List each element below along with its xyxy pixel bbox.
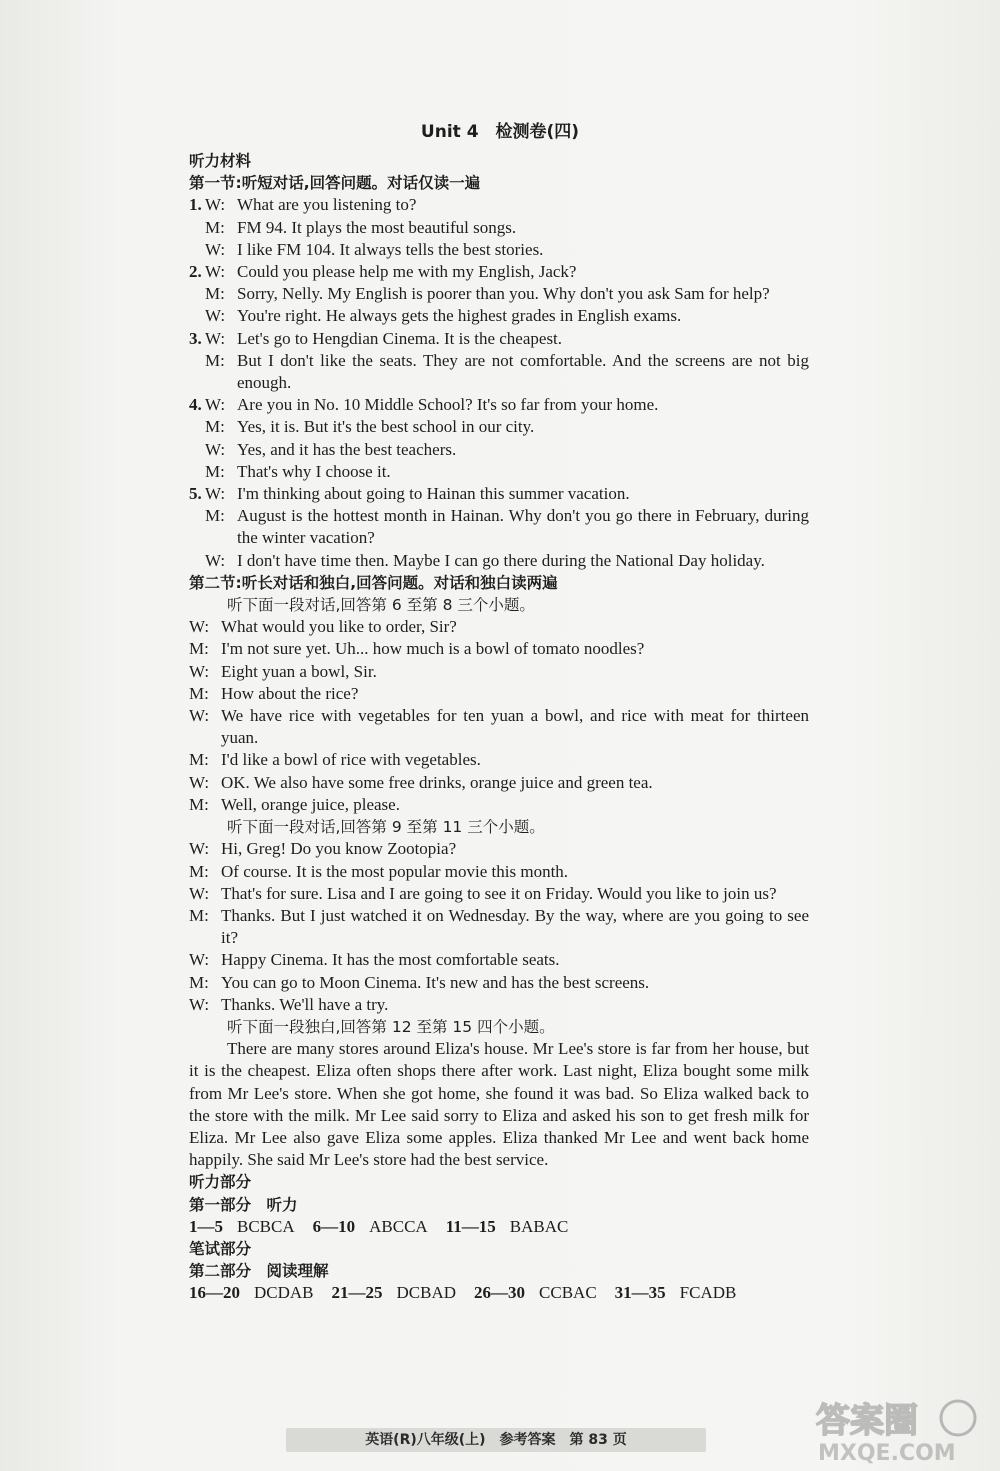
- dialogue-text: What are you listening to?: [237, 195, 417, 215]
- dialogue-line: [189, 505, 809, 549]
- speaker-label: W:: [205, 239, 226, 259]
- content-body: [189, 150, 809, 1305]
- monologue-paragraph: There are many stores around Eliza's house. Mr Lee's store is far from her house, but it is the cheapest. Eliza often shops there after work. Last night, Eliza bought some milk from Mr Lee's store. When she got home, she found it was bad. So Eliza walked back to the store with the milk. Mr Lee said sorry to Eliza and asked his son to get fresh milk for Eliza. Mr Lee also gave Eliza some apples. Eliza thanked Mr Lee and went back home happily. She said Mr Lee's store had the best service.: [189, 1039, 809, 1170]
- dialogue-line: [189, 638, 809, 660]
- question-number: 2.: [189, 262, 202, 282]
- written-part-heading: 笔试部分: [189, 1239, 252, 1258]
- dialogue-line: [189, 305, 809, 327]
- speaker-label: W:: [189, 772, 210, 792]
- answer-range: 1—5: [189, 1216, 223, 1236]
- dialogue-line: [189, 861, 809, 883]
- dialogue-text: I like FM 104. It always tells the best stories.: [237, 239, 544, 259]
- dialogue-line: [189, 194, 809, 216]
- section-listening-material: 听力材料: [189, 152, 252, 170]
- listening-part-heading: 听力部分: [189, 1173, 252, 1192]
- question-number: 3.: [189, 328, 202, 348]
- dialogue-text: I'd like a bowl of rice with vegetables.: [221, 750, 481, 770]
- dialogue-text: You're right. He always gets the highest grades in English exams.: [237, 306, 682, 326]
- dialogue-text: Could you please help me with my English, Jack?: [237, 262, 577, 282]
- speaker-label: M:: [189, 972, 209, 992]
- dialogue-line: [189, 217, 809, 239]
- speaker-label: W:: [189, 950, 210, 970]
- speaker-label: M:: [205, 461, 225, 481]
- answer-value: BABAC: [509, 1216, 569, 1236]
- dialogue-line: [189, 416, 809, 438]
- dialogue-text: Are you in No. 10 Middle School? It's so far from your home.: [237, 395, 659, 415]
- dialogue-1: [189, 616, 809, 816]
- answer-value: BCBCA: [237, 1216, 295, 1236]
- answer-value: DCBAD: [396, 1283, 457, 1303]
- answer-value: DCDAB: [254, 1283, 314, 1303]
- dialogue-text: Eight yuan a bowl, Sir.: [221, 661, 377, 681]
- dialogue-line: [189, 661, 809, 683]
- dialogue-line: [189, 794, 809, 816]
- dialogue-text: Hi, Greg! Do you know Zootopia?: [221, 839, 457, 859]
- speaker-label: W:: [205, 195, 226, 215]
- answer-range: 31—35: [614, 1283, 666, 1303]
- answer-range: 26—30: [474, 1283, 526, 1303]
- answers-reading: [189, 1282, 809, 1304]
- speaker-label: W:: [189, 883, 210, 903]
- speaker-label: M:: [205, 417, 225, 437]
- dialogue-line: [189, 705, 809, 749]
- speaker-label: M:: [205, 350, 225, 370]
- page-title: Unit 4 检测卷(四): [420, 122, 580, 142]
- dialogue-text: How about the rice?: [221, 683, 359, 703]
- speaker-label: W:: [189, 994, 210, 1014]
- speaker-label: M:: [205, 217, 225, 237]
- dialogue-text: Of course. It is the most popular movie this month.: [221, 861, 569, 881]
- dialogue-text: Well, orange juice, please.: [221, 794, 400, 814]
- instruction-monologue: 听下面一段独白,回答第 12 至第 15 四个小题。: [227, 1017, 555, 1036]
- dialogue-text: Yes, it is. But it's the best school in our city.: [237, 417, 535, 437]
- dialogue-line: [189, 949, 809, 971]
- answer-value: ABCCA: [369, 1216, 428, 1236]
- dialogue-text: OK. We also have some free drinks, orange juice and green tea.: [221, 772, 653, 792]
- dialogue-line: [189, 439, 809, 461]
- watermark-text: MXQE.COM: [818, 1441, 956, 1465]
- answer-value: CCBAC: [539, 1283, 597, 1303]
- dialogue-line: [189, 283, 809, 305]
- speaker-label: M:: [189, 750, 209, 770]
- dialogue-line: [189, 772, 809, 794]
- dialogue-line: [189, 616, 809, 638]
- speaker-label: W:: [205, 550, 226, 570]
- speaker-label: M:: [189, 639, 209, 659]
- speaker-label: W:: [189, 839, 210, 859]
- speaker-label: W:: [205, 328, 226, 348]
- speaker-label: W:: [189, 706, 210, 726]
- dialogue-line: [189, 994, 809, 1016]
- question-number: 5.: [189, 484, 202, 504]
- question-number: 4.: [189, 395, 202, 415]
- speaker-label: W:: [205, 395, 226, 415]
- speaker-label: W:: [205, 439, 226, 459]
- dialogue-line: [189, 350, 809, 394]
- dialogue-text: Thanks. We'll have a try.: [221, 994, 389, 1014]
- speaker-label: M:: [189, 905, 209, 925]
- dialogue-line: [189, 905, 809, 949]
- dialogue-line: [189, 683, 809, 705]
- dialogue-text: Yes, and it has the best teachers.: [237, 439, 457, 459]
- dialogue-line: [189, 838, 809, 860]
- dialogue-text: Sorry, Nelly. My English is poorer than you. Why don't you ask Sam for help?: [237, 284, 770, 304]
- dialogue-line: [189, 972, 809, 994]
- speaker-label: W:: [205, 484, 226, 504]
- speaker-label: M:: [205, 284, 225, 304]
- dialogue-text: Let's go to Hengdian Cinema. It is the cheapest.: [237, 328, 563, 348]
- answers-listening: [189, 1216, 809, 1238]
- answer-range: 11—15: [445, 1216, 496, 1236]
- answer-value: FCADB: [679, 1283, 737, 1303]
- question-number: 1.: [189, 195, 202, 215]
- dialogue-text: We have rice with vegetables for ten yuan a bowl, and rice with meat for thirteen yuan.: [221, 706, 809, 748]
- instruction-dialogue-2: 听下面一段对话,回答第 9 至第 11 三个小题。: [227, 818, 545, 837]
- dialogue-text: August is the hottest month in Hainan. Why don't you go there in February, during the winter vacation?: [237, 506, 809, 548]
- speaker-label: W:: [189, 617, 210, 637]
- short-dialogues: [189, 194, 809, 571]
- dialogue-text: FM 94. It plays the most beautiful songs.: [237, 217, 517, 237]
- answer-range: 6—10: [312, 1216, 356, 1236]
- dialogue-line: [189, 328, 809, 350]
- watermark-logo: [810, 1390, 980, 1465]
- part-two-label: 第二部分 阅读理解: [189, 1262, 329, 1281]
- answer-range: 16—20: [189, 1283, 240, 1303]
- speaker-label: W:: [189, 661, 210, 681]
- part-one-label: 第一部分 听力: [189, 1195, 298, 1214]
- dialogue-2: [189, 838, 809, 1016]
- dialogue-text: Thanks. But I just watched it on Wednesday. By the way, where are you going to see it?: [221, 905, 809, 948]
- dialogue-text: What would you like to order, Sir?: [221, 617, 457, 637]
- dialogue-text: That's why I choose it.: [237, 461, 391, 481]
- watermark-main-text: 答案圈: [816, 1401, 918, 1441]
- speaker-label: W:: [205, 306, 226, 326]
- speaker-label: W:: [205, 262, 226, 282]
- dialogue-text: But I don't like the seats. They are not comfortable. And the screens are not big enough.: [237, 350, 809, 393]
- speaker-label: M:: [189, 861, 209, 881]
- dialogue-text: I don't have time then. Maybe I can go there during the National Day holiday.: [237, 550, 765, 570]
- dialogue-line: [189, 550, 809, 572]
- dialogue-line: [189, 261, 809, 283]
- dialogue-text: That's for sure. Lisa and I are going to see it on Friday. Would you like to join us?: [221, 883, 777, 903]
- speaker-label: M:: [205, 506, 225, 526]
- answer-range: 21—25: [331, 1283, 383, 1303]
- part2-heading: 第二节:听长对话和独白,回答问题。对话和独白读两遍: [189, 573, 558, 592]
- instruction-dialogue-1: 听下面一段对话,回答第 6 至第 8 三个小题。: [227, 596, 535, 615]
- dialogue-line: [189, 883, 809, 905]
- dialogue-line: [189, 239, 809, 261]
- dialogue-line: [189, 483, 809, 505]
- dialogue-line: [189, 394, 809, 416]
- dialogue-text: Happy Cinema. It has the most comfortable seats.: [221, 950, 560, 970]
- speaker-label: M:: [189, 794, 209, 814]
- page-footer: 英语(R)八年级(上) 参考答案 第 83 页: [286, 1428, 706, 1452]
- dialogue-line: [189, 461, 809, 483]
- dialogue-text: You can go to Moon Cinema. It's new and has the best screens.: [221, 972, 650, 992]
- speaker-label: M:: [189, 683, 209, 703]
- part1-heading: 第一节:听短对话,回答问题。对话仅读一遍: [189, 174, 481, 193]
- dialogue-text: I'm not sure yet. Uh... how much is a bowl of tomato noodles?: [221, 639, 645, 659]
- dialogue-text: I'm thinking about going to Hainan this summer vacation.: [237, 484, 630, 504]
- dialogue-line: [189, 749, 809, 771]
